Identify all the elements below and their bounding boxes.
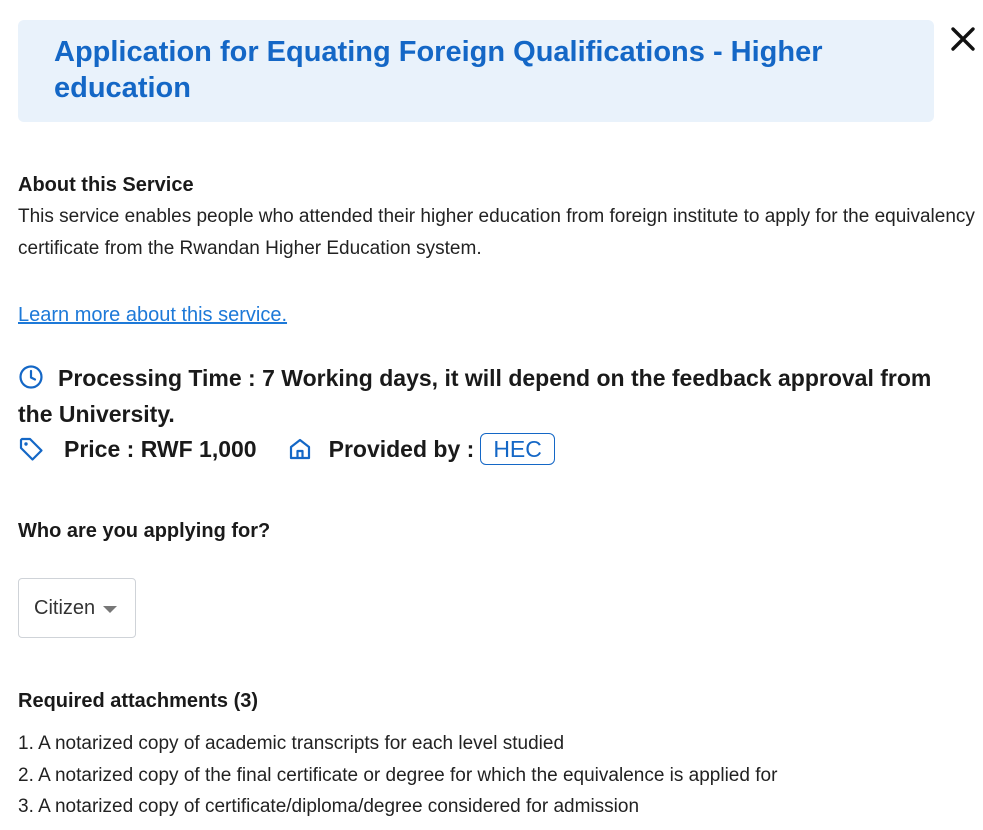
chevron-down-icon (103, 606, 117, 613)
title-banner (18, 20, 934, 122)
price-tag-icon (18, 436, 44, 462)
attachments-heading: Required attachments (3) (18, 690, 259, 712)
processing-time-row (18, 360, 968, 432)
about-heading: About this Service (18, 174, 194, 196)
price-text: Price : RWF 1,000 (64, 435, 257, 462)
applicant-type-select[interactable] (18, 578, 136, 638)
applicant-type-value: Citizen (34, 596, 96, 619)
provided-by-label: Provided by : (328, 435, 475, 462)
attachment-item: 3. A notarized copy of certificate/diploma/degree considered for admission (18, 796, 640, 817)
attachment-item: 1. A notarized copy of academic transcripts for each level studied (18, 733, 565, 754)
clock-icon (18, 364, 44, 390)
attachment-item: 2. A notarized copy of the final certificate or degree for which the equivalence is applied for (18, 764, 778, 786)
home-icon (287, 436, 313, 462)
about-description: This service enables people who attended their higher education from foreign institute to apply for the equivalency certificate from the Rwandan Higher Education system. (18, 206, 975, 259)
attachments-list (18, 728, 968, 823)
applicant-question: Who are you applying for? (18, 520, 271, 542)
service-meta-row (18, 431, 555, 467)
close-icon (950, 26, 976, 52)
provider-badge[interactable]: HEC (480, 433, 555, 465)
page-title: Application for Equating Foreign Qualifications - Higher education (54, 36, 823, 104)
close-button[interactable] (946, 22, 980, 56)
learn-more-link[interactable]: Learn more about this service. (18, 304, 288, 326)
processing-time-text: Processing Time : 7 Working days, it will depend on the feedback approval from the University. (18, 365, 932, 427)
